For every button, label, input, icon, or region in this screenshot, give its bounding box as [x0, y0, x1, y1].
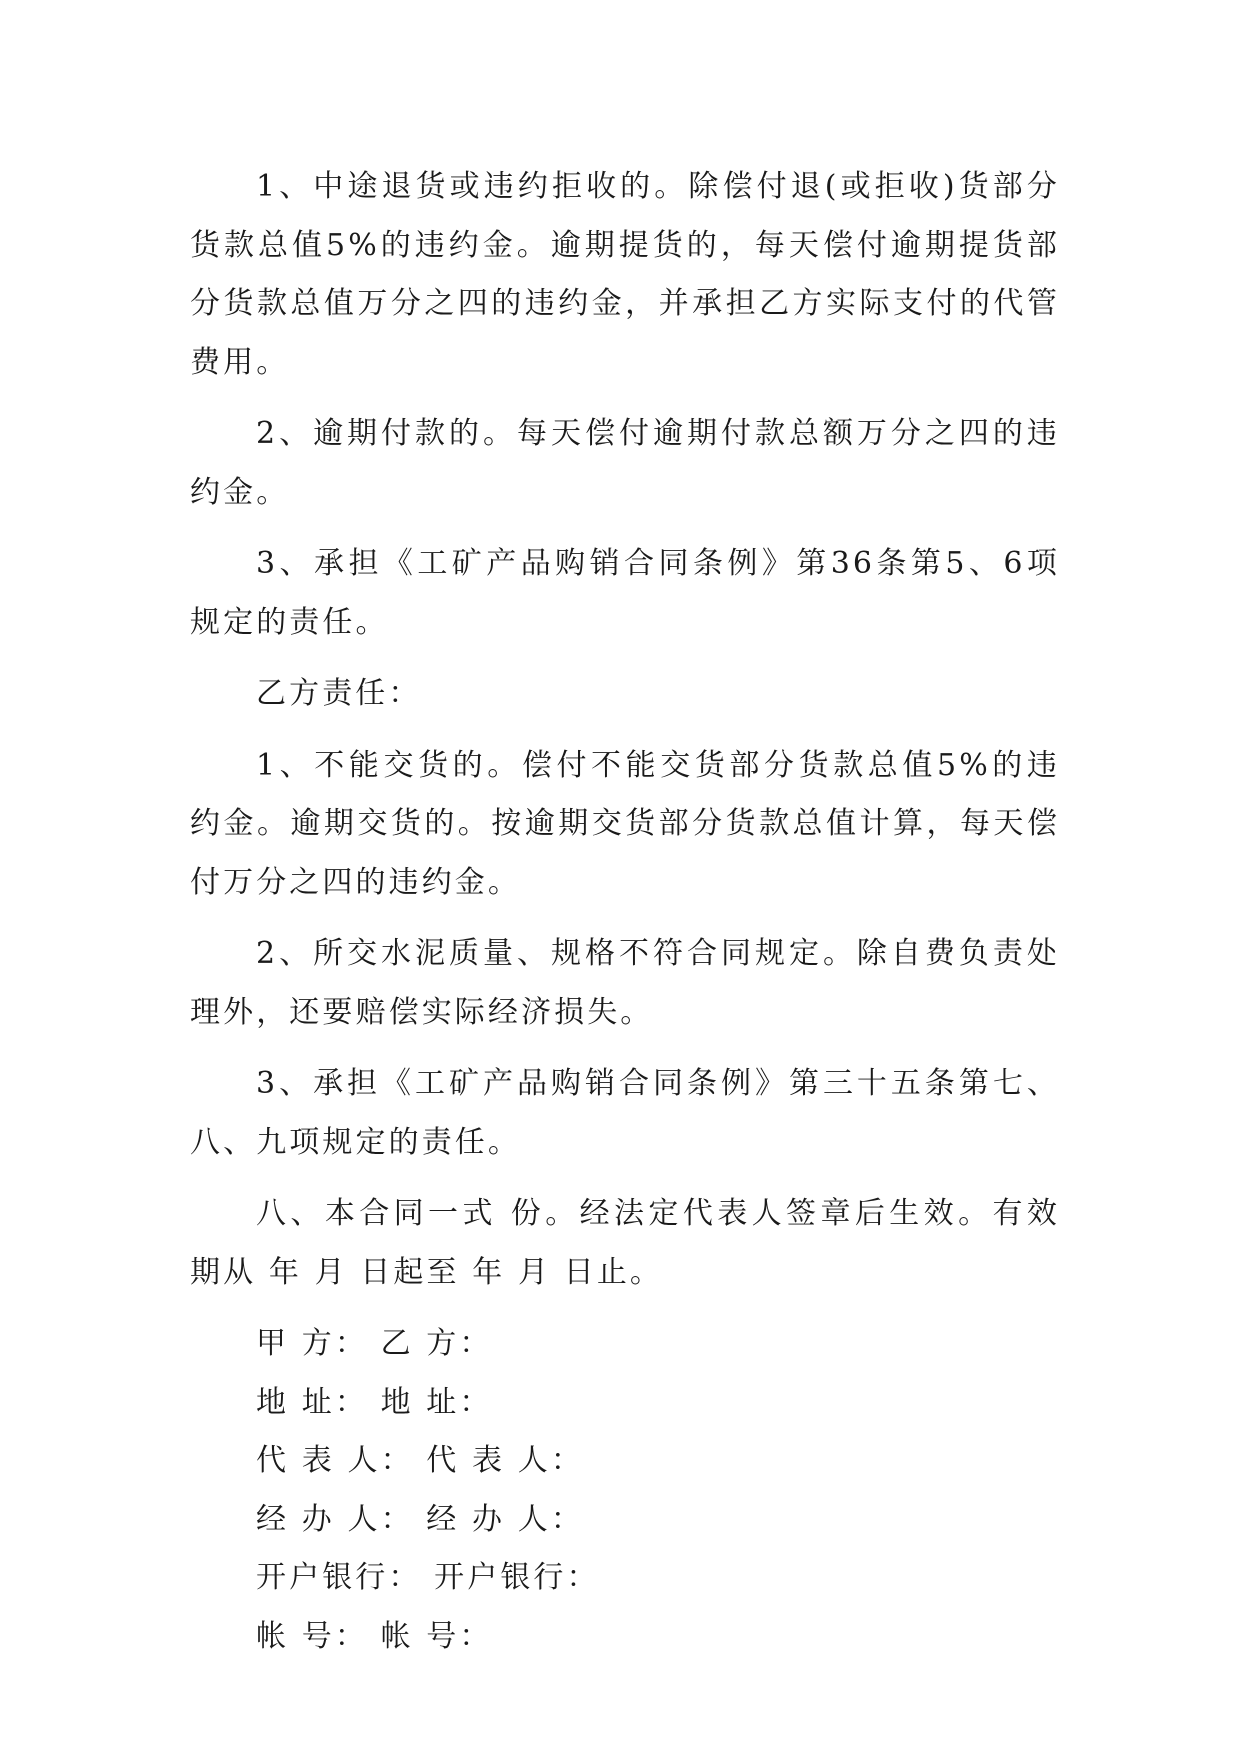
clause-paragraph: 1、中途退货或违约拒收的。除偿付退(或拒收)货部分货款总值5%的违约金。逾期提货的，每天偿付逾期提货部分货款总值万分之四的违约金，并承担乙方实际支付的代管费用。: [190, 169, 1060, 380]
signature-line: 经 办 人： 经 办 人：: [256, 1501, 584, 1537]
clause-paragraph: 2、逾期付款的。每天偿付逾期付款总额万分之四的违约金。: [190, 416, 1060, 510]
document-page: [190, 158, 1060, 1666]
signature-line: 代 表 人： 代 表 人：: [256, 1443, 584, 1478]
clause-paragraph: 1、不能交货的。偿付不能交货部分货款总值5%的违约金。逾期交货的。按逾期交货部分货款总值计算，每天偿付万分之四的违约金。: [190, 747, 1060, 900]
signature-line: 甲 方： 乙 方：: [256, 1326, 493, 1361]
signature-line: 地 址： 地 址：: [256, 1384, 493, 1420]
clause-paragraph: 3、承担《工矿产品购销合同条例》第三十五条第七、八、九项规定的责任。: [190, 1066, 1060, 1160]
signature-block: [190, 1315, 1060, 1666]
signature-line: 开户银行： 开户银行：: [256, 1560, 600, 1595]
section-heading: 乙方责任：: [256, 676, 422, 711]
clause-paragraph: 八、本合同一式 份。经法定代表人签章后生效。有效期从 年 月 日起至 年 月 日止。: [190, 1196, 1060, 1290]
signature-line: 帐 号： 帐 号：: [256, 1618, 493, 1654]
clause-paragraph: 2、所交水泥质量、规格不符合同规定。除自费负责处理外，还要赔偿实际经济损失。: [190, 936, 1060, 1030]
clause-paragraph: 3、承担《工矿产品购销合同条例》第36条第5、6项规定的责任。: [190, 546, 1060, 640]
